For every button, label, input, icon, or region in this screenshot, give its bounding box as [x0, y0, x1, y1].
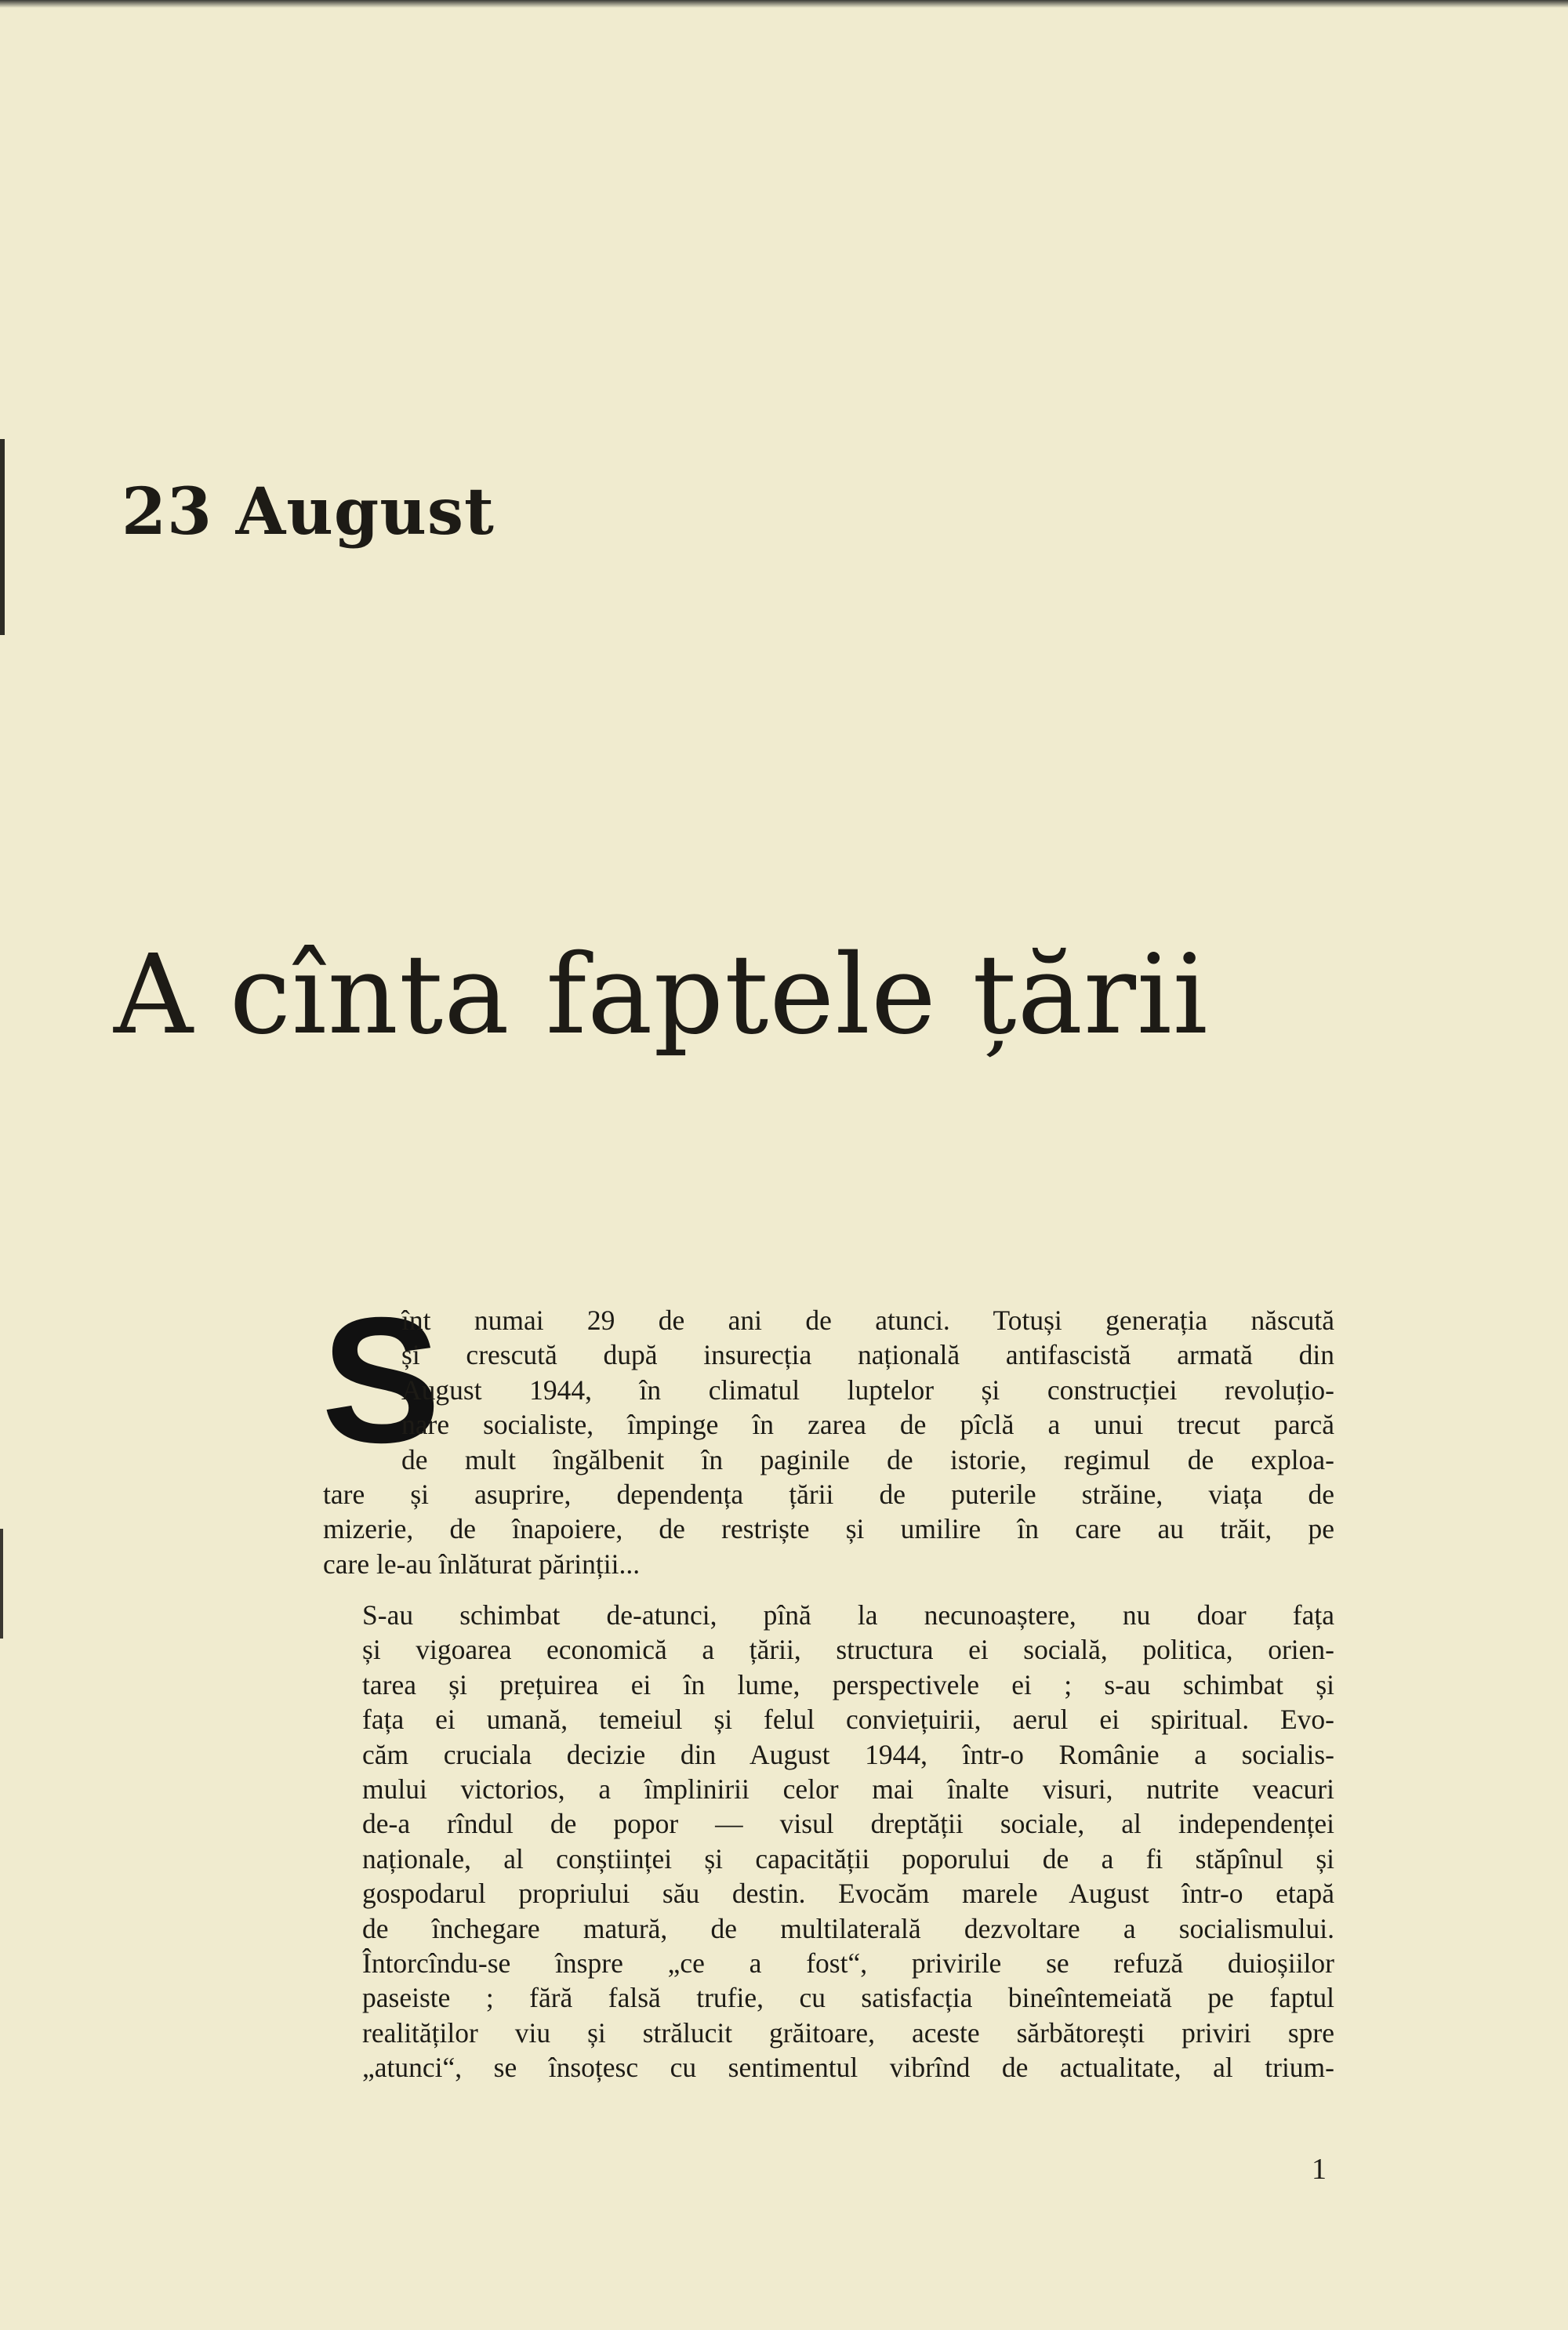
- text-line: fața ei umană, temeiul și felul conviețuirii, aerul ei spiritual. Evo-: [362, 1704, 1334, 1736]
- section-heading: 23 August: [122, 474, 495, 550]
- text-line: August 1944, în climatul luptelor și construcției revoluțio-: [401, 1374, 1334, 1406]
- text-line: căm cruciala decizie din August 1944, într-o Românie a socialis-: [362, 1738, 1334, 1770]
- text-line: de-a rîndul de popor — visul dreptății sociale, al independenței: [362, 1808, 1334, 1840]
- text-line: paseiste ; fără falsă trufie, cu satisfacția bineîntemeiată pe faptul: [362, 1982, 1334, 2014]
- text-line: mului victorios, a împlinirii celor mai înalte visuri, nutrite veacuri: [362, 1773, 1334, 1805]
- drop-cap: S: [321, 1281, 441, 1480]
- text-line: de mult îngălbenit în paginile de istorie, regimul de exploa-: [401, 1443, 1334, 1475]
- paragraph-1-tail: [323, 1477, 1334, 1581]
- text-line: mizerie, de înapoiere, de restriște și umilire în care au trăit, pe: [323, 1513, 1334, 1545]
- text-line: și vigoarea economică a țării, structura ei socială, politica, orien-: [362, 1634, 1334, 1666]
- text-line: tarea și prețuirea ei în lume, perspectivele ei ; s-au schimbat și: [362, 1668, 1334, 1700]
- text-line: Întorcîndu-se înspre „ce a fost“, privirile se refuză duioșiilor: [362, 1947, 1334, 1979]
- text-line: gospodarul propriului său destin. Evocăm marele August într-o etapă: [362, 1878, 1334, 1910]
- text-line: înt numai 29 de ani de atunci. Totuși generația născută: [401, 1305, 1334, 1336]
- text-line: realităților viu și strălucit grăitoare, aceste sărbătorești priviri spre: [362, 2016, 1334, 2049]
- text-line: și crescută după insurecția națională antifascistă armată din: [401, 1339, 1334, 1371]
- text-line: S-au schimbat de-atunci, pînă la necunoaștere, nu doar fața: [362, 1599, 1334, 1631]
- text-line: care le-au înlăturat părinții...: [323, 1548, 641, 1580]
- binding-edge: [0, 439, 5, 635]
- page-number: 1: [1312, 2153, 1327, 2186]
- text-line: nare socialiste, împinge în zarea de pîclă a unui trecut parcă: [401, 1409, 1334, 1441]
- binding-edge: [0, 1529, 3, 1639]
- article-title: A cînta faptele țării: [114, 931, 1209, 1059]
- text-line: de închegare matură, de multilaterală dezvoltare a socialismului.: [362, 1912, 1334, 1944]
- text-line: naționale, al conștiinței și capacității poporului de a fi stăpînul și: [362, 1842, 1334, 1875]
- text-line: tare și asuprire, dependența țării de puterile străine, viața de: [323, 1479, 1334, 1510]
- paragraph-1-head: [401, 1303, 1334, 1477]
- text-line: „atunci“, se însoțesc cu sentimentul vibrînd de actualitate, al trium-: [362, 2052, 1334, 2084]
- paragraph-2: [323, 1598, 1334, 2085]
- page-edge-shadow: [0, 0, 1568, 8]
